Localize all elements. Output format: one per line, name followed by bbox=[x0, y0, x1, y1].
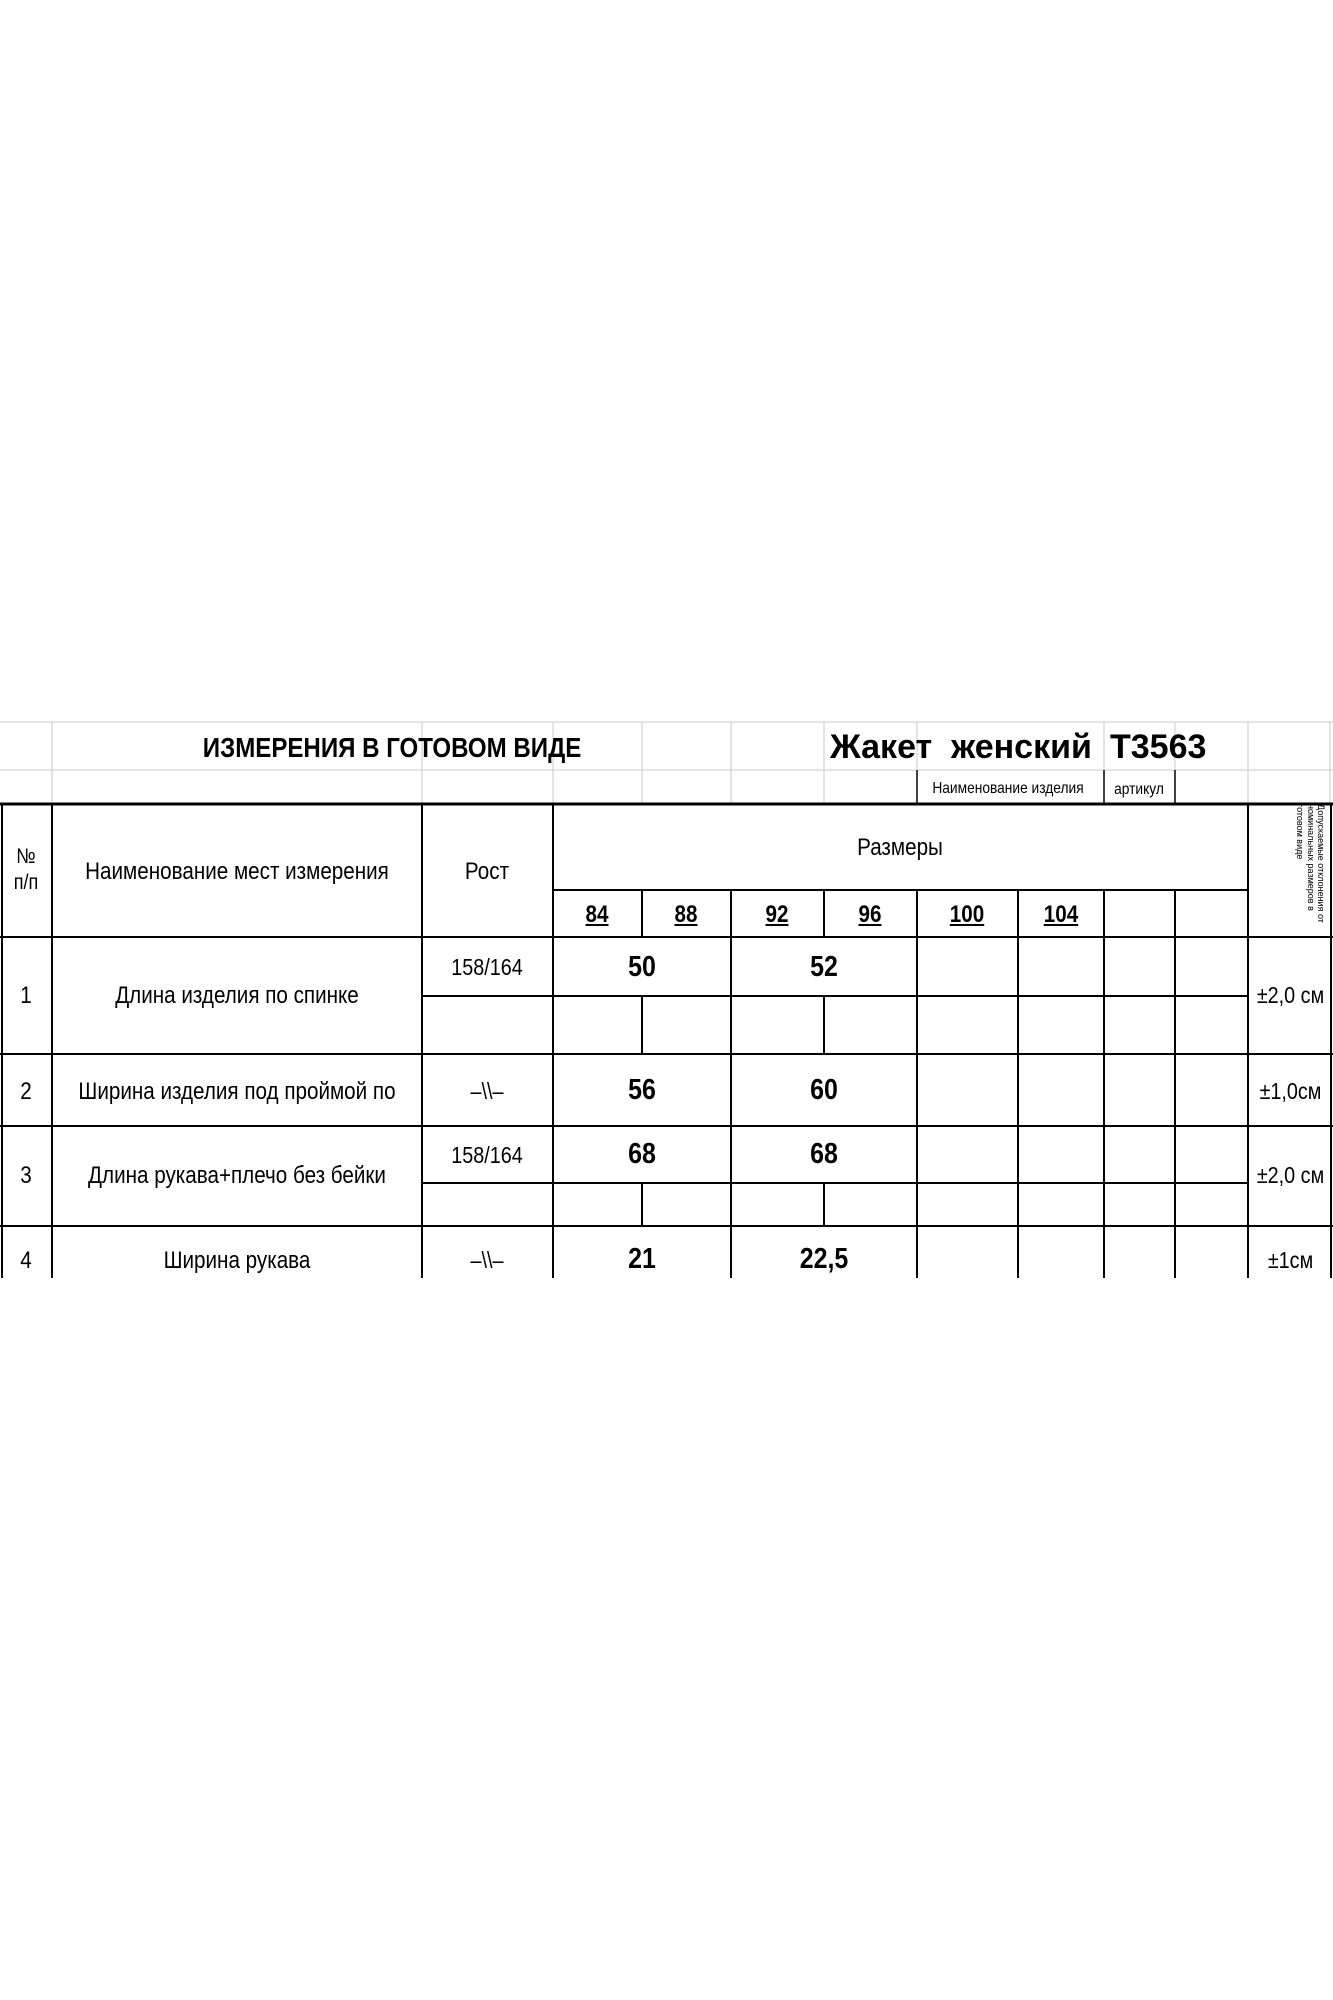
page-title: ИЗМЕРЕНИЯ В ГОТОВОМ ВИДЕ bbox=[202, 732, 582, 763]
size-label-88: 88 bbox=[674, 901, 698, 928]
row-num: 2 bbox=[20, 1078, 32, 1105]
size-label-84: 84 bbox=[585, 901, 609, 928]
row-name: Длина изделия по спинке bbox=[115, 982, 359, 1009]
row-name: Ширина изделия под проймой по bbox=[78, 1078, 396, 1105]
product-caption: Наименование изделия bbox=[932, 780, 1084, 797]
row-height: –\\– bbox=[470, 1247, 504, 1273]
size-label-100: 100 bbox=[949, 901, 985, 928]
col-header-sizes: Размеры bbox=[857, 834, 943, 861]
row-tolerance: ±1см bbox=[1267, 1247, 1314, 1273]
row-name: Длина рукава+плечо без бейки bbox=[88, 1162, 386, 1189]
row-value-a: 21 bbox=[628, 1243, 656, 1275]
row-num: 1 bbox=[20, 982, 32, 1009]
row-tolerance: ±1,0см bbox=[1259, 1078, 1322, 1104]
row-value-b: 22,5 bbox=[799, 1243, 849, 1275]
row-value-a: 68 bbox=[628, 1138, 656, 1170]
row-value-a: 50 bbox=[628, 951, 656, 983]
col-header-tolerance: Допускаемые отклонения от номинальных размеров в готовом виде bbox=[1295, 804, 1326, 923]
size-label-96: 96 bbox=[858, 901, 882, 928]
row-height: 158/164 bbox=[451, 954, 523, 980]
article-caption: артикул bbox=[1114, 781, 1164, 798]
size-label-92: 92 bbox=[765, 901, 789, 928]
row-height: –\\– bbox=[470, 1078, 504, 1104]
row-num: 4 bbox=[20, 1247, 32, 1274]
row-value-b: 60 bbox=[810, 1074, 838, 1106]
col-header-num: № п/п bbox=[13, 845, 39, 895]
col-header-name: Наименование мест измерения bbox=[85, 858, 389, 885]
size-label-104: 104 bbox=[1043, 901, 1079, 928]
row-name: Ширина рукава bbox=[163, 1247, 311, 1274]
row-value-a: 56 bbox=[628, 1074, 656, 1106]
article-number: Т3563 bbox=[1110, 728, 1207, 766]
row-num: 3 bbox=[20, 1162, 32, 1189]
row-tolerance: ±2,0 см bbox=[1256, 1162, 1325, 1188]
row-value-b: 52 bbox=[810, 951, 838, 983]
col-header-height: Рост bbox=[464, 858, 510, 885]
row-value-b: 68 bbox=[810, 1138, 838, 1170]
row-height: 158/164 bbox=[451, 1142, 523, 1168]
row-tolerance: ±2,0 см bbox=[1256, 982, 1325, 1008]
product-name: Жакет женский bbox=[830, 728, 1092, 766]
